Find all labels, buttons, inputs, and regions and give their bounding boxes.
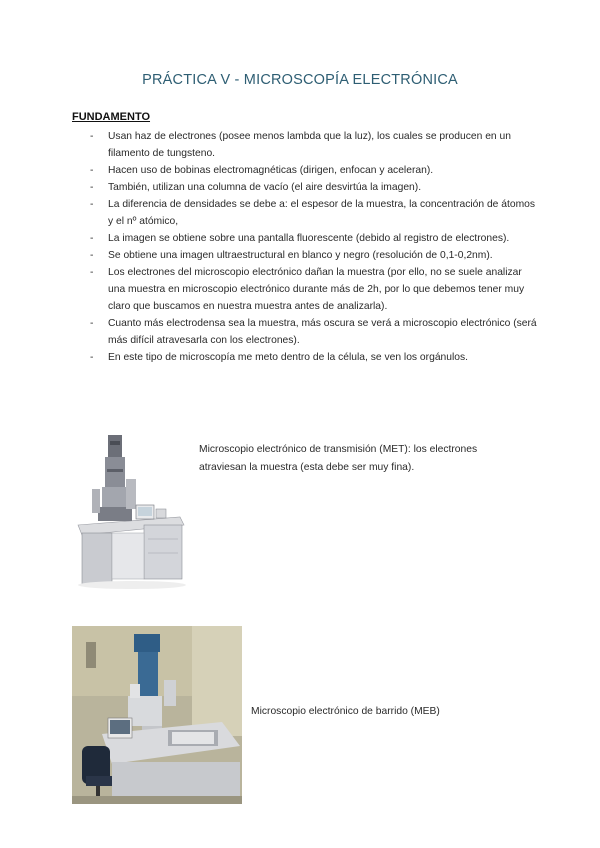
list-item: - Cuanto más electrodensa sea la muestra, más oscura se verá a microscopio electrónico (será más difícil atravesarla con los electrones).	[88, 315, 538, 349]
list-item: - En este tipo de microscopía me meto dentro de la célula, se ven los orgánulos.	[88, 349, 538, 366]
list-item: - También, utilizan una columna de vacío (el aire desvirtúa la imagen).	[88, 179, 538, 196]
met-caption: Microscopio electrónico de transmisión (MET): los electrones atraviesan la muestra (esta debe ser muy fina).	[199, 444, 478, 473]
list-item: - Hacen uso de bobinas electromagnéticas (dirigen, enfocan y aceleran).	[88, 162, 538, 179]
list-item: - Los electrones del microscopio electrónico dañan la muestra (por ello, no se suele analizar una muestra en microscopio electrónico durante más de 2h, por lo que debemos tener muy claro que buscamos en nuestra muestra antes de analizarla).	[88, 264, 538, 315]
list-item: - La diferencia de densidades se debe a: el espesor de la muestra, la concentración de átomos y el nº atómico,	[88, 196, 538, 230]
section-heading: FUNDAMENTO	[72, 111, 151, 123]
met-microscope-image	[72, 429, 186, 591]
list-item: - La imagen se obtiene sobre una pantalla fluorescente (debido al registro de electrones).	[88, 230, 538, 247]
bullet-list	[88, 128, 538, 366]
list-item: - Se obtiene una imagen ultraestructural en blanco y negro (resolución de 0,1-0,2nm).	[88, 247, 538, 264]
meb-microscope-image	[72, 626, 242, 804]
meb-caption: Microscopio electrónico de barrido (MEB)	[251, 706, 440, 717]
page-title: PRÁCTICA V - MICROSCOPÍA ELECTRÓNICA	[142, 72, 458, 88]
list-item: - Usan haz de electrones (posee menos lambda que la luz), los cuales se producen en un filamento de tungsteno.	[88, 128, 538, 162]
